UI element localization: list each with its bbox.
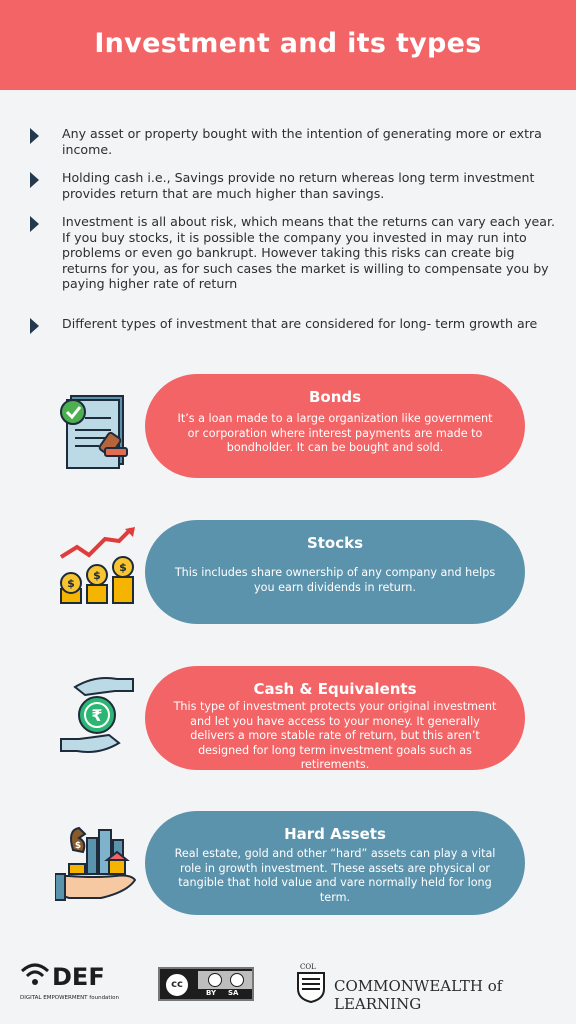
bullet-item [30, 214, 560, 292]
def-logo [20, 961, 120, 1007]
card-description: It’s a loan made to a large organization like government or corporation where interest payments are made to bondholder. It can be bought and sold. [177, 412, 493, 454]
page-title: Investment and its types [94, 28, 482, 59]
cc-icon: cc [164, 972, 190, 998]
svg-text:$: $ [74, 841, 82, 851]
svg-text:₹: ₹ [91, 706, 103, 725]
card-title: Bonds [308, 388, 362, 406]
svg-text:$: $ [119, 561, 127, 574]
bullet-arrow-icon [30, 172, 39, 188]
hand-buildings-icon [55, 820, 139, 904]
svg-text:$: $ [93, 569, 101, 582]
card-description: This includes share ownership of any company and helps you earn dividends in return. [174, 566, 496, 594]
def-logo-subtitle: DIGITAL EMPOWERMENT foundation [20, 995, 119, 1001]
bullet-item [30, 316, 537, 332]
card-description: Real estate, gold and other “hard” assets can play a vital role in growth investment. These assets are physical or tangible that hold value and vare normally held for long term. [174, 847, 496, 904]
stocks-coins-icon [55, 527, 139, 611]
bullet-text: Investment is all about risk, which means that the returns can vary each year. If you buy stocks, it is possible the company you invested in may run into problems or even go bankrupt. However taking this risks can create big returns for you, as for such cases the market is willing to compensate you by paying higher rate of return [62, 214, 556, 292]
card-title: Cash & Equivalents [253, 680, 417, 698]
card-title: Hard Assets [284, 825, 386, 843]
def-logo-text: DEF [52, 963, 105, 991]
footer-logos [0, 955, 576, 1015]
rupee-hands-icon [55, 673, 139, 757]
bullet-text: Different types of investment that are considered for long- term growth are [62, 316, 538, 331]
bullet-arrow-icon [30, 128, 39, 144]
bullet-text: Holding cash i.e., Savings provide no return whereas long term investment provides return that are much higher than savings. [62, 170, 535, 201]
cc-icons-strip [198, 971, 252, 989]
def-wifi-icon [20, 961, 50, 991]
cc-by-label: BY [206, 989, 217, 997]
bullet-arrow-icon [30, 318, 39, 334]
cc-sa-label: SA [228, 989, 239, 997]
bullet-text: Any asset or property bought with the intention of generating more or extra income. [62, 126, 542, 157]
header-banner [0, 0, 576, 90]
svg-text:$: $ [67, 577, 75, 590]
bullet-item [30, 170, 560, 201]
sa-share-icon [230, 973, 244, 987]
stocks-card [145, 520, 525, 624]
col-name: COMMONWEALTH of LEARNING [334, 977, 503, 1013]
cash-equivalents-card [145, 666, 525, 770]
bond-document-icon [55, 388, 139, 472]
card-title: Stocks [306, 534, 364, 552]
cc-license-badge [158, 967, 254, 1001]
card-description: This type of investment protects your original investment and let you have access to your money. It generally delivers a more stable rate of return, but this aren’t designed for long term investment goals such as retirements. [173, 700, 497, 771]
hard-assets-card [145, 811, 525, 915]
bullet-item [30, 126, 560, 157]
by-person-icon [208, 973, 222, 987]
col-crest-icon: COL [296, 963, 326, 1003]
bullet-arrow-icon [30, 216, 39, 232]
bonds-card [145, 374, 525, 478]
